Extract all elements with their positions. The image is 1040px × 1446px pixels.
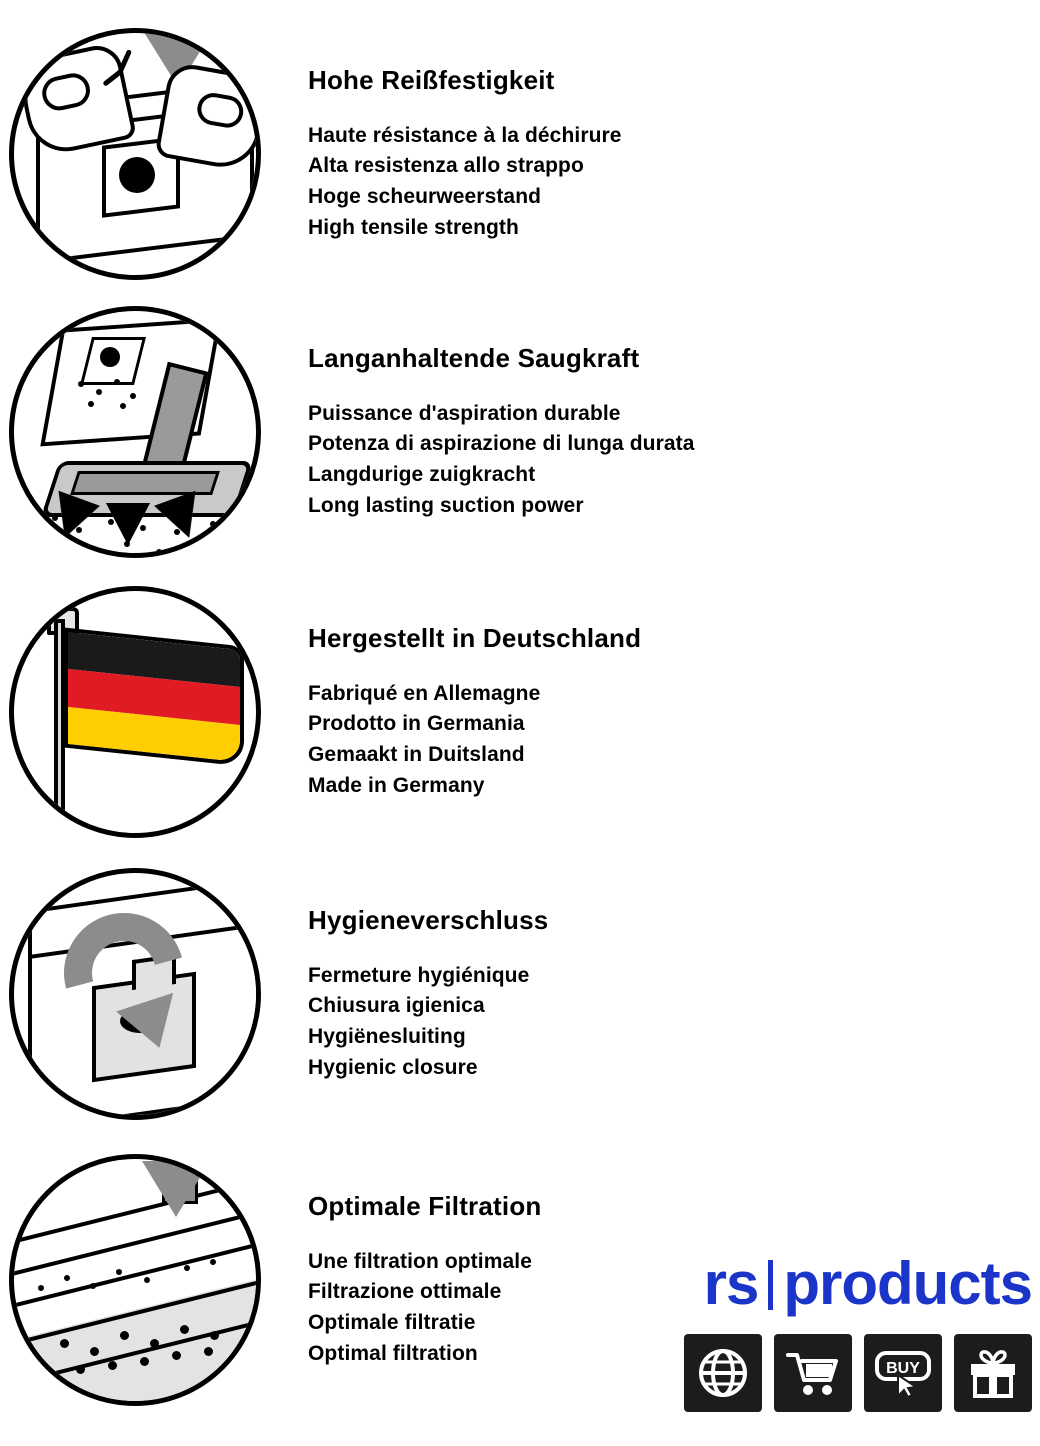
feature-line: High tensile strength	[308, 216, 519, 240]
dust-particles-inside-bag	[74, 377, 164, 411]
feature-row-tensile-strength	[0, 22, 1040, 280]
feature-icon-wrap	[0, 862, 270, 1120]
filter-layer-line	[9, 1171, 261, 1247]
right-hand-shape	[154, 61, 261, 173]
brand-block	[642, 1250, 1032, 1412]
svg-text:BUY: BUY	[886, 1360, 920, 1377]
gift-box-icon[interactable]	[954, 1334, 1032, 1412]
feature-row-hygienic-closure	[0, 862, 1040, 1120]
filtration-layers-icon	[9, 1154, 261, 1406]
bag-collar-hole	[100, 347, 120, 367]
feature-line: Une filtration optimale	[308, 1249, 532, 1273]
dust-particles	[28, 507, 256, 558]
vacuum-nozzle-slot	[70, 471, 220, 495]
filter-particles	[20, 1317, 261, 1377]
feature-line: Optimale filtratie	[308, 1311, 476, 1335]
feature-title: Hergestellt in Deutschland	[308, 623, 642, 653]
bag-collar-hole	[119, 157, 155, 193]
feature-line: Puissance d'aspiration durable	[308, 401, 621, 425]
feature-line: Prodotto in Germania	[308, 712, 525, 736]
feature-line: Hygienic closure	[308, 1056, 478, 1080]
feature-icon-wrap	[0, 22, 270, 280]
brand-icon-row	[642, 1334, 1032, 1412]
feature-icon-wrap	[0, 1148, 270, 1406]
feature-line: Long lasting suction power	[308, 494, 584, 518]
feature-line: Fermeture hygiénique	[308, 963, 530, 987]
feature-line: Langdurige zuigkracht	[308, 463, 536, 487]
brand-logo	[642, 1250, 1032, 1317]
feature-icon-wrap	[0, 580, 270, 838]
shopping-cart-icon[interactable]	[774, 1334, 852, 1412]
hands-tearing-bag-icon	[9, 28, 261, 280]
feature-line: Fabriqué en Allemagne	[308, 681, 541, 705]
feature-text	[270, 22, 1040, 244]
feature-line: Haute résistance à la déchirure	[308, 123, 622, 147]
feature-row-suction-power	[0, 300, 1040, 558]
filter-particles	[24, 1259, 261, 1295]
filtration-arrow-head	[142, 1161, 210, 1217]
feature-line: Optimal filtration	[308, 1342, 478, 1366]
feature-line: Chiusura igienica	[308, 994, 485, 1018]
feature-row-made-in-germany	[0, 580, 1040, 838]
german-flag-icon	[9, 586, 261, 838]
buy-button-icon[interactable]	[864, 1334, 942, 1412]
feature-text	[270, 580, 1040, 802]
feature-text	[270, 862, 1040, 1084]
feature-title: Langanhaltende Saugkraft	[308, 343, 640, 373]
feature-title: Optimale Filtration	[308, 1191, 542, 1221]
brand-name-part1: rs	[703, 1250, 759, 1317]
hygienic-closure-icon	[9, 868, 261, 1120]
feature-line: Alta resistenza allo strappo	[308, 154, 584, 178]
feature-line: Gemaakt in Duitsland	[308, 743, 525, 767]
brand-name-part2: products	[783, 1250, 1032, 1317]
brand-divider	[768, 1260, 773, 1310]
flag-cloth	[64, 628, 244, 767]
feature-text	[270, 300, 1040, 522]
feature-line: Potenza di aspirazione di lunga durata	[308, 432, 695, 456]
feature-title: Hohe Reißfestigkeit	[308, 65, 555, 95]
feature-line: Hygiënesluiting	[308, 1025, 466, 1049]
feature-line: Made in Germany	[308, 774, 485, 798]
feature-line: Hoge scheurweerstand	[308, 185, 542, 209]
globe-icon[interactable]	[684, 1334, 762, 1412]
feature-icon-wrap	[0, 300, 270, 558]
vacuum-nozzle-suction-icon	[9, 306, 261, 558]
feature-title: Hygieneverschluss	[308, 905, 549, 935]
feature-line: Filtrazione ottimale	[308, 1280, 502, 1304]
